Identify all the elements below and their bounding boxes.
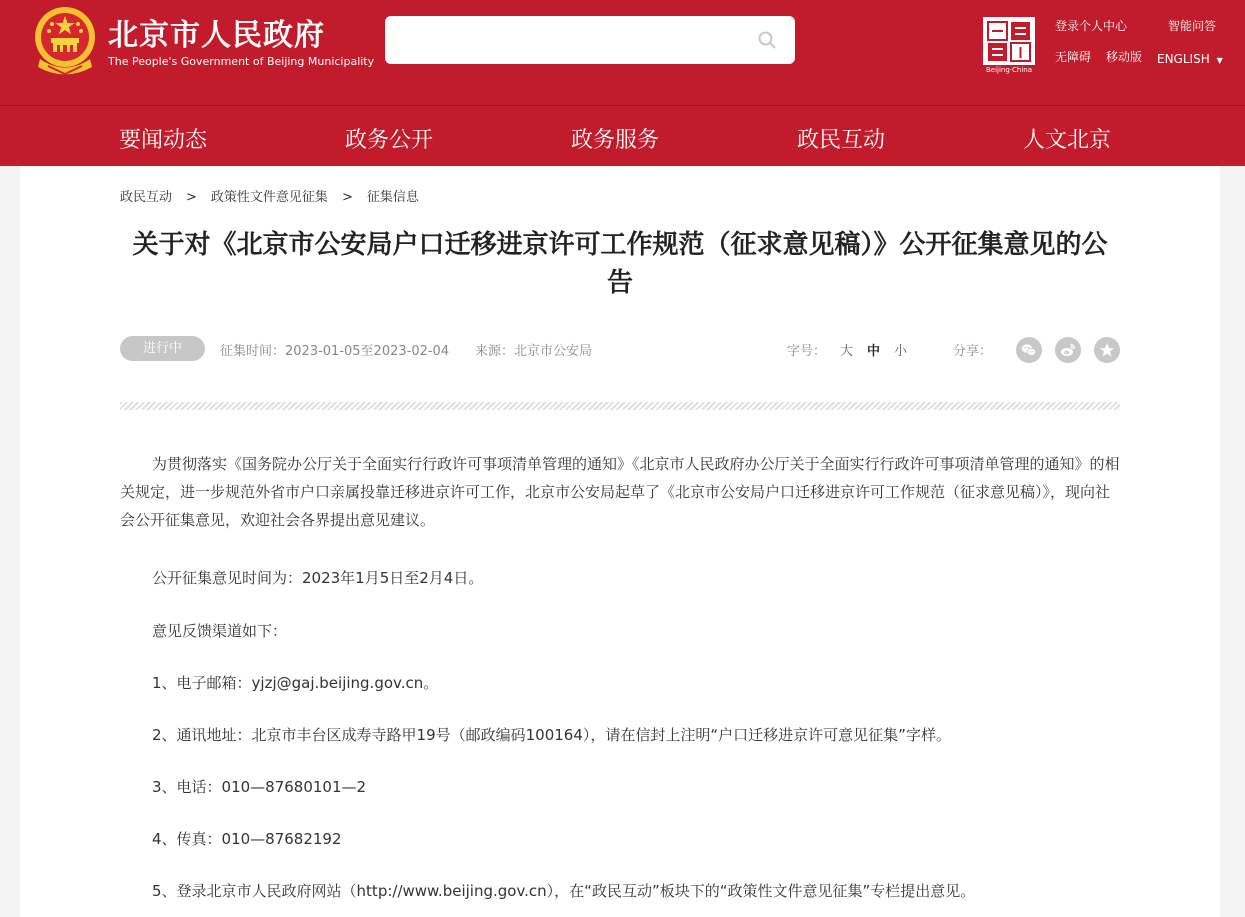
breadcrumb-item-interaction[interactable]: 政民互动 [120, 190, 173, 205]
collection-period: 征集时间：2023-01-05至2023-02-04 [220, 344, 450, 359]
top-bar [0, 0, 1245, 105]
font-size-medium[interactable]: 中 [867, 344, 881, 359]
font-size-large[interactable]: 大 [840, 344, 854, 359]
separator-stripe [120, 402, 1120, 410]
nav-item-interaction[interactable]: 政民互动 [797, 128, 886, 153]
capital-logo-caption: Beijing·China [985, 66, 1033, 74]
breadcrumb-separator: > [341, 190, 353, 205]
favorite-star-icon [1099, 342, 1115, 358]
english-link-label: ENGLISH [1157, 52, 1210, 66]
article-title: 关于对《北京市公安局户口迁移进京许可工作规范（征求意见稿）》公开征集意见的公告 [132, 230, 1108, 298]
smart-qa-link[interactable]: 智能问答 [1168, 19, 1217, 33]
share-weibo-button[interactable] [1055, 337, 1081, 363]
article-paragraph: 5、登录北京市人民政府网站（http://www.beijing.gov.cn），在“政民互动”板块下的“政策性文件意见征集”专栏提出意见。 [152, 882, 976, 900]
article-paragraph: 2、通讯地址：北京市丰台区成寿寺路甲19号（邮政编码100164），请在信封上注明“户口迁移进京许可意见征集”字样。 [152, 726, 951, 744]
nav-item-gov-services[interactable]: 政务服务 [571, 128, 660, 153]
font-size-small[interactable]: 小 [894, 344, 908, 359]
article-paragraph: 为贯彻落实《国务院办公厅关于全面实行行政许可事项清单管理的通知》《北京市人民政府办公厅关于全面实行行政许可事项清单管理的通知》的相关规定，进一步规范外省市户口亲属投靠迁移进京许可工作，北京市公安局起草了《北京市公安局户口迁移进京许可工作规范（征求意见稿）》，现向社会公开征集意见，欢迎社会各界提出意见建议。 [120, 455, 1120, 529]
breadcrumb-item-policy-comments[interactable]: 政策性文件意见征集 [210, 190, 328, 205]
weibo-icon [1060, 342, 1076, 358]
article-container [20, 166, 1220, 917]
login-link[interactable]: 登录个人中心 [1055, 19, 1128, 33]
english-link[interactable] [1157, 52, 1223, 66]
national-emblem-icon[interactable] [30, 4, 100, 76]
search-box[interactable] [385, 16, 795, 64]
accessibility-link[interactable]: 无障碍 [1055, 50, 1092, 64]
wechat-icon [1021, 342, 1037, 358]
nav-item-culture[interactable]: 人文北京 [1023, 128, 1112, 153]
status-badge: 进行中 [120, 336, 205, 361]
caret-down-icon: ▼ [1216, 56, 1223, 65]
font-size-label: 字号： [787, 344, 827, 359]
breadcrumb-separator: > [186, 190, 197, 205]
share-wechat-button[interactable] [1016, 337, 1042, 363]
site-name-en[interactable]: The People's Government of Beijing Municipality [108, 55, 375, 68]
breadcrumb [120, 186, 419, 205]
share-label: 分享： [953, 344, 993, 359]
article-paragraph: 公开征集意见时间为：2023年1月5日至2月4日。 [152, 569, 484, 587]
search-icon[interactable] [757, 30, 777, 50]
breadcrumb-item-collection-info[interactable]: 征集信息 [366, 190, 419, 205]
site-header [0, 0, 1245, 166]
article-source: 来源：北京市公安局 [475, 344, 593, 359]
nav-item-gov-affairs[interactable]: 政务公开 [345, 128, 434, 153]
article-paragraph: 1、电子邮箱：yjzj@gaj.beijing.gov.cn。 [152, 674, 439, 692]
article-paragraph: 意见反馈渠道如下： [152, 622, 288, 640]
nav-item-news[interactable]: 要闻动态 [119, 128, 208, 153]
share-favorite-button[interactable] [1094, 337, 1120, 363]
article-paragraph: 3、电话：010—87680101—2 [152, 778, 367, 796]
mobile-version-link[interactable]: 移动版 [1106, 50, 1143, 64]
main-nav [0, 106, 1245, 166]
site-name[interactable]: 北京市人民政府 [108, 18, 325, 53]
article-paragraph: 4、传真：010—87682192 [152, 830, 342, 848]
